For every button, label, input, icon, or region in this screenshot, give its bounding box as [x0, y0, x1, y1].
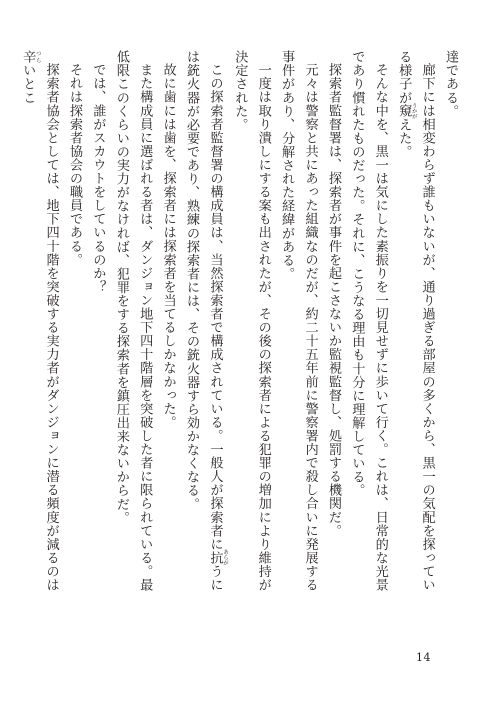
- ruby-base: 辛: [20, 50, 36, 64]
- paragraph: [156, 50, 179, 600]
- text-run: 達である。: [443, 50, 458, 118]
- page-number: 14: [416, 651, 431, 664]
- paragraph: [275, 50, 322, 600]
- text-run: では、誰がスカウトをしているのか？: [90, 63, 106, 294]
- body-text: [16, 50, 462, 600]
- ruby-word: [396, 102, 417, 120]
- paragraph: [16, 50, 63, 600]
- text-run: うには銃火器が必要であり、熟練の探索者には、その銃火器すら効かなくなる。: [184, 50, 223, 592]
- text-run: 故に歯には歯を、探索者には探索者を当てるしかなかった。: [160, 63, 176, 430]
- text-run: 探索者協会としては、地下四十階を突破する実力者がダンジョンに潜る頻度が減るのは: [43, 63, 59, 592]
- ruby-word: [20, 50, 41, 64]
- paragraph: [86, 50, 109, 600]
- text-run: そんな中を、黒一は気にした素振りを一切見せずに歩いて行く。これは、日常的な光景であり慣れたものだった。それに、こうなる理由も十分に理解している。: [349, 50, 388, 592]
- ruby-base: 抗: [207, 549, 223, 567]
- text-run: えた。: [396, 117, 412, 159]
- text-run: 元々は警察と共にあった組織なのだが、約二十五年前に警察署内で殺し合いに発展する事件があり、分解された経緯がある。: [279, 50, 318, 592]
- text-run: 探索者監督署は、探索者が事件を起こさないか監視監督し、処罰する機関だ。: [325, 63, 341, 538]
- paragraph: [228, 50, 275, 600]
- text-run: いとこ: [20, 63, 36, 105]
- paragraph: [180, 50, 228, 600]
- paragraph: [345, 50, 392, 600]
- paragraph: [109, 50, 156, 600]
- ruby-base: 窺: [396, 102, 412, 120]
- paragraph: [392, 50, 439, 600]
- paragraph: [439, 50, 462, 600]
- text-run: 一度は取り潰しにする案も出されたが、その後の探索者による犯罪の増加により維持が決定された。: [232, 50, 271, 592]
- ruby-reading: あらが: [221, 549, 228, 567]
- text-run: それは探索者協会の職員である。: [67, 63, 82, 267]
- paragraph: [322, 50, 345, 600]
- text-run: 廊下には相変わらず誰もいないが、通り過ぎる部屋の多くから、黒一の気配を探っている様子が: [396, 50, 435, 592]
- paragraph: [63, 50, 86, 600]
- ruby-word: [207, 549, 228, 567]
- ruby-reading: うかが: [410, 102, 417, 120]
- ruby-reading: つら: [34, 50, 41, 64]
- text-run: この探索者監督署の構成員は、当然探索者で構成されている。一般人が探索者に: [207, 63, 223, 551]
- text-run: また構成員に選ばれる者は、ダンジョン地下四十階層を突破した者に限られている。最低限このくらいの実力がなければ、犯罪をする探索者を鎮圧出来ないからだ。: [113, 50, 153, 592]
